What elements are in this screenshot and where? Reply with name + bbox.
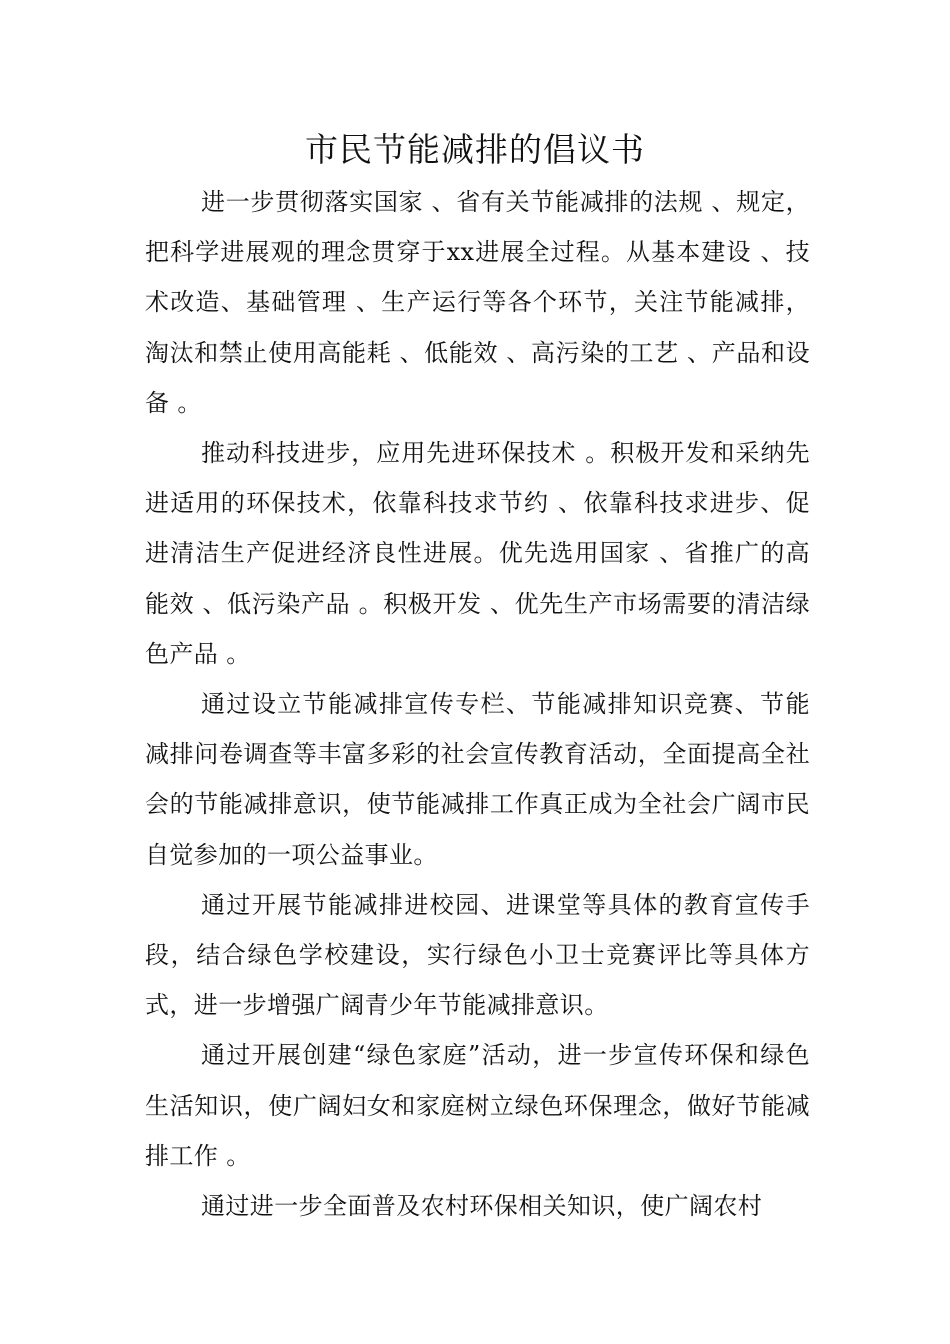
paragraph-4: 通过开展节能减排进校园、进课堂等具体的教育宣传手段，结合绿色学校建设，实行绿色小卫士竞赛评比等具体方式，进一步增强广阔青少年节能减排意识。 bbox=[145, 890, 810, 1020]
paragraph-2: 推动科技进步，应用先进环保技术 。积极开发和采纳先进适用的环保技术，依靠科技求节约 、依靠科技求进步、促进清洁生产促进经济良性进展。优先选用国家 、省推广的高能效 、低污染产品 。积极开发 、优先生产市场需要的清洁绿色产品 。 bbox=[145, 439, 810, 668]
paragraph-3: 通过设立节能减排宣传专栏、节能减排知识竞赛、节能减排问卷调查等丰富多彩的社会宣传教育活动，全面提高全社会的节能减排意识，使节能减排工作真正成为全社会广阔市民自觉参加的一项公益事业。 bbox=[145, 690, 810, 869]
document-title: 市民节能减排的倡议书 bbox=[305, 130, 645, 169]
paragraph-5: 通过开展创建“绿色家庭”活动，进一步宣传环保和绿色生活知识，使广阔妇女和家庭树立绿色环保理念，做好节能减排工作 。 bbox=[145, 1041, 810, 1170]
document-body bbox=[145, 177, 810, 1231]
paragraph-6: 通过进一步全面普及农村环保相关知识，使广阔农村 bbox=[201, 1192, 763, 1221]
paragraph-1: 进一步贯彻落实国家 、省有关节能减排的法规 、规定，把科学进展观的理念贯穿于xx进展全过程。从基本建设 、技术改造、基础管理 、生产运行等各个环节，关注节能减排，淘汰和禁止使用高能耗 、低能效 、高污染的工艺 、产品和设备 。 bbox=[145, 188, 810, 417]
